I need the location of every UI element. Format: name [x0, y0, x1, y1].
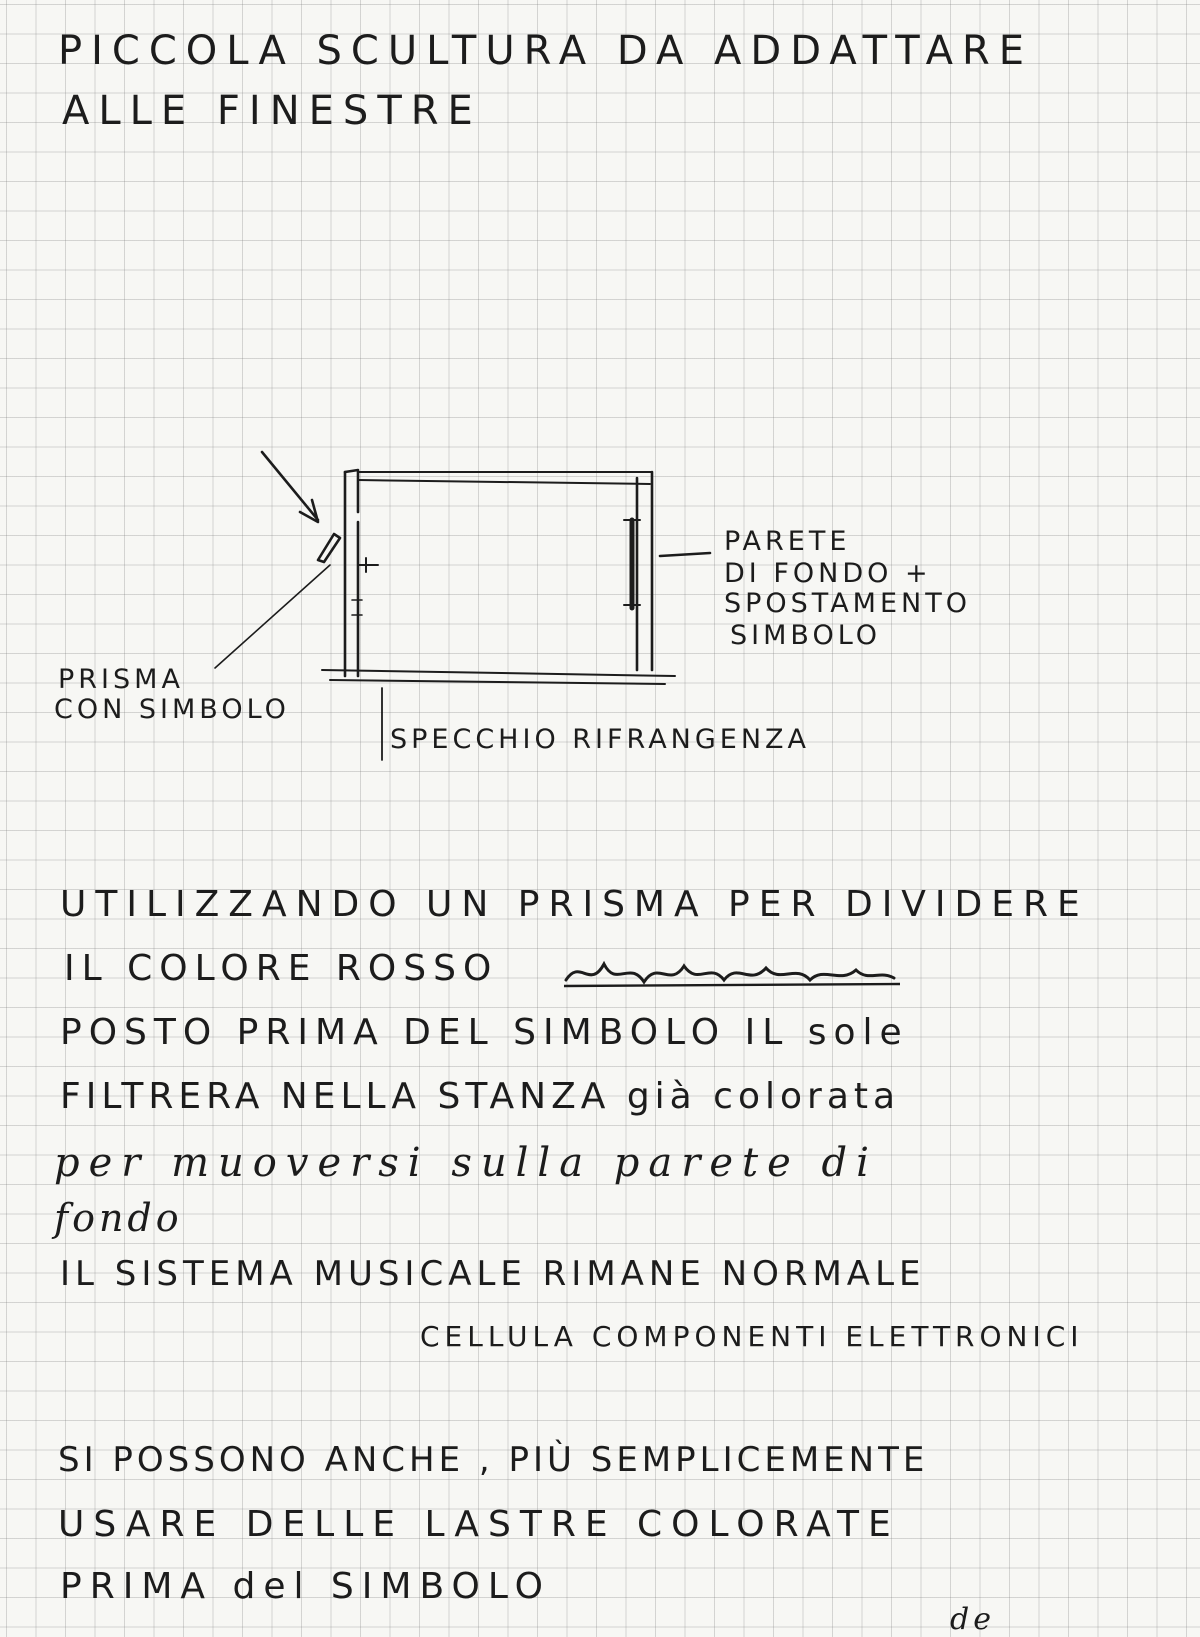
- body-line-6: fondo: [54, 1196, 183, 1240]
- label-prisma-2: CON SIMBOLO: [54, 694, 290, 725]
- box-right-wall: [637, 472, 652, 670]
- body-line-3: POSTO PRIMA DEL SIMBOLO IL sole: [60, 1012, 909, 1053]
- label-parete-3: SPOSTAMENTO: [724, 588, 971, 619]
- body-line-4: FILTRERA NELLA STANZA già colorata: [60, 1076, 901, 1117]
- label-specchio: SPECCHIO RIFRANGENZA: [390, 724, 811, 755]
- label-prisma-1: PRISMA: [58, 664, 184, 695]
- label-parete-2: DI FONDO +: [724, 558, 932, 589]
- title-line-1: PICCOLA SCULTURA DA ADDATTARE: [58, 28, 1034, 74]
- box-top: [358, 472, 652, 484]
- body-line-5: per muoversi sulla parete di: [54, 1140, 878, 1186]
- note-line-1: SI POSSONO ANCHE , PIÙ SEMPLICEMENTE: [58, 1440, 929, 1480]
- page-mark: de: [950, 1602, 995, 1637]
- note-line-3: PRIMA del SIMBOLO: [60, 1566, 551, 1607]
- light-arrow: [262, 452, 318, 520]
- crossed-out-word: [560, 950, 920, 1000]
- parete-leader: [660, 553, 710, 556]
- label-parete-4: SIMBOLO: [730, 620, 882, 651]
- box-left-wall: [345, 472, 358, 676]
- title-line-2: ALLE FINESTRE: [62, 88, 482, 134]
- body-line-1: UTILIZZANDO UN PRISMA PER DIVIDERE: [60, 884, 1089, 925]
- body-line-8: CELLULA COMPONENTI ELETTRONICI: [420, 1320, 1084, 1353]
- box-floor: [322, 670, 675, 684]
- prism-shape: [318, 534, 340, 562]
- prism-leader: [215, 565, 330, 668]
- label-parete-1: PARETE: [724, 526, 851, 557]
- note-line-2: USARE DELLE LASTRE COLORATE: [58, 1504, 900, 1545]
- body-line-7: IL SISTEMA MUSICALE RIMANE NORMALE: [60, 1254, 926, 1294]
- mirror-mark: [358, 558, 378, 572]
- body-line-2: IL COLORE ROSSO: [64, 948, 499, 989]
